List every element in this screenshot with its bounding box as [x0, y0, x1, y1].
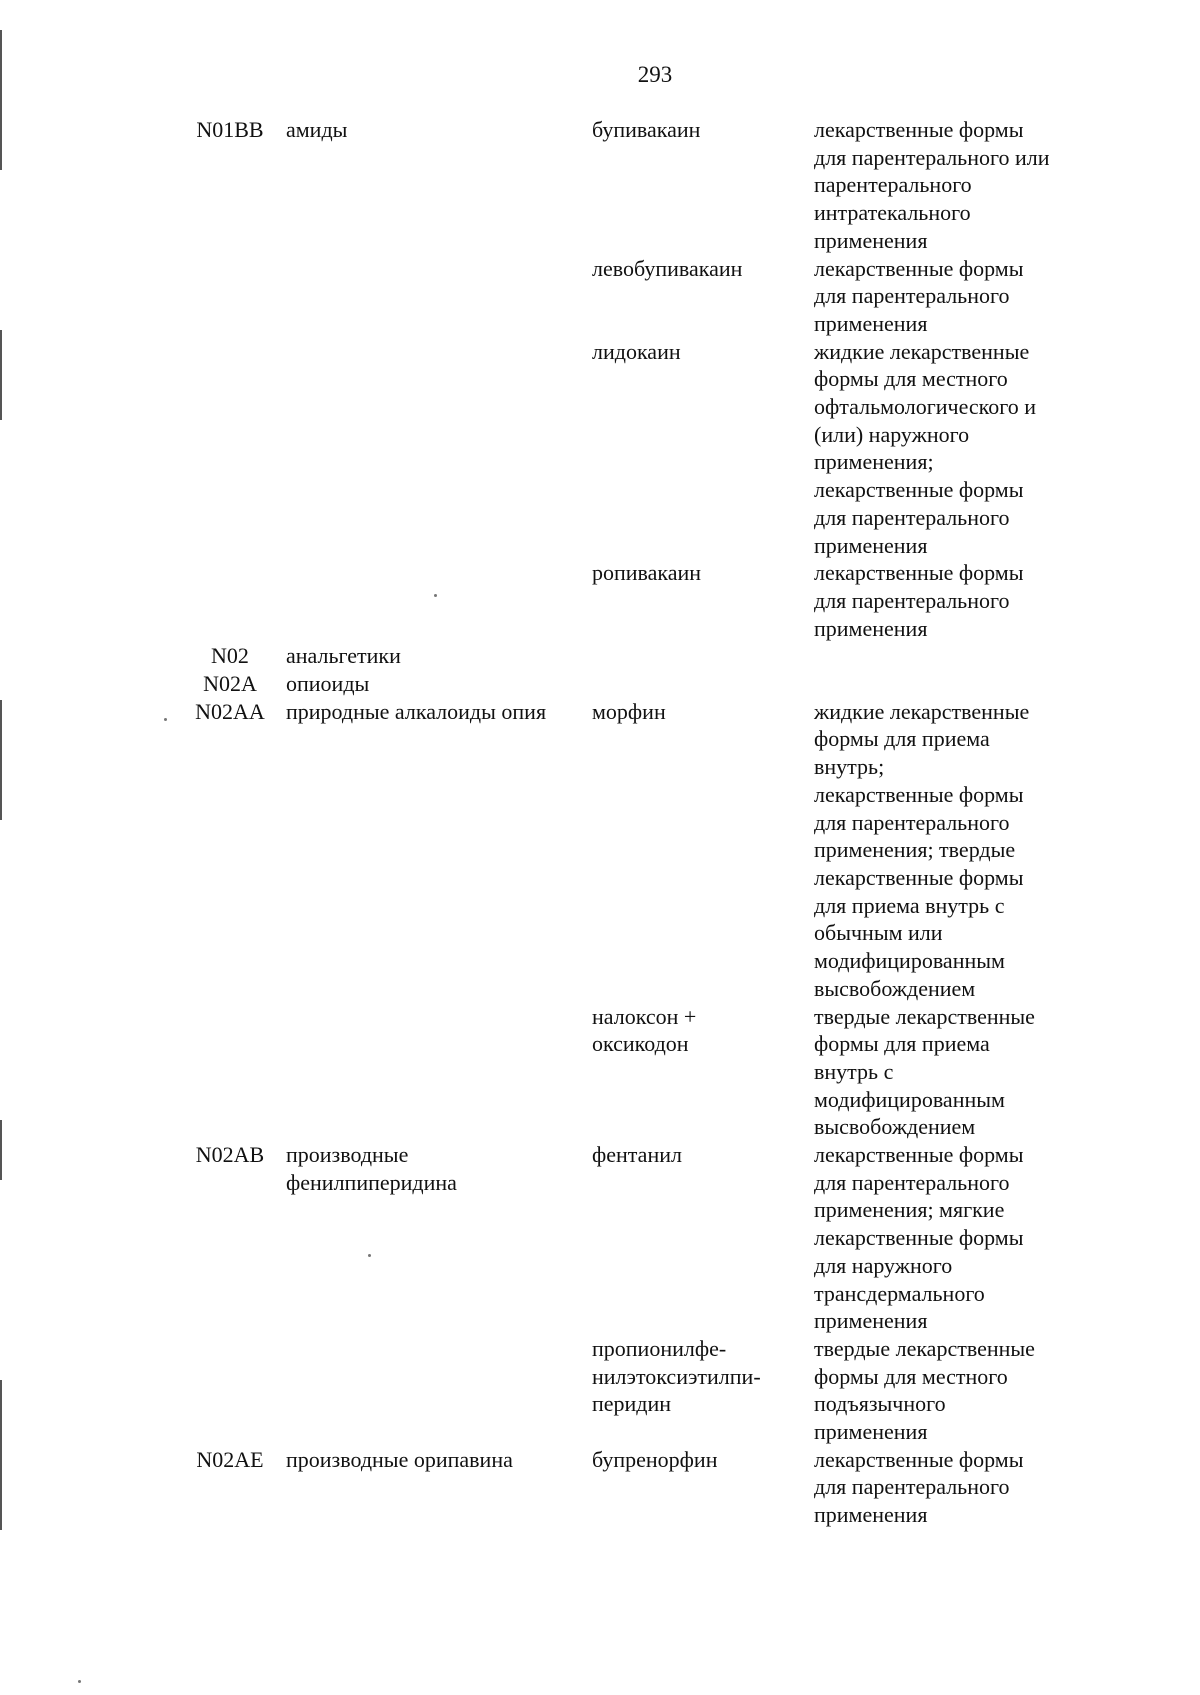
- dosage-form: твердые лекарственные формы для приема внутрь с модифицированным высвобождением: [814, 1003, 1035, 1140]
- scan-edge-line: [0, 30, 2, 170]
- group-name: производные фенилпиперидина: [286, 1142, 457, 1195]
- table-row: [180, 255, 1130, 338]
- group-name: анальгетики: [286, 643, 401, 669]
- drug-name: ропивакаин: [592, 560, 702, 586]
- drug-name: левобупивакаин: [592, 255, 743, 281]
- table-row: [180, 1446, 1130, 1529]
- drug-name: бупивакаин: [592, 117, 701, 142]
- dosage-form: лекарственные формы для парентерального применения; мягкие лекарственные формы для наружного трансдермального применения: [814, 1142, 1024, 1334]
- table-row: [180, 338, 1130, 560]
- dosage-form: твердые лекарственные формы для местного подъязычного применения: [814, 1335, 1035, 1445]
- table-row: [180, 642, 1130, 670]
- group-name: природные алкалоиды опия: [286, 698, 547, 724]
- table-row: [180, 670, 1130, 698]
- scan-speck: [164, 718, 167, 721]
- drug-name: налоксон + оксикодон: [592, 1003, 697, 1057]
- table-row: [180, 116, 1130, 255]
- atc-code: N01BB: [196, 117, 264, 142]
- dosage-form: лекарственные формы для парентерального применения: [814, 255, 1024, 336]
- table-row: [180, 698, 1130, 1003]
- drug-name: лидокаин: [592, 338, 681, 364]
- dosage-form: лекарственные формы для парентерального применения: [814, 560, 1024, 641]
- drug-name: бупренорфин: [592, 1446, 718, 1472]
- drug-name: фентанил: [592, 1142, 682, 1168]
- group-name: производные орипавина: [286, 1446, 513, 1472]
- dosage-form: жидкие лекарственные формы для приема внутрь; лекарственные формы для парентерального применения; твердые лекарственные формы для приема внутрь с обычным или модифицированным высвобождением: [814, 698, 1030, 1001]
- scan-edge-line: [0, 700, 2, 820]
- table-row: [180, 1141, 1130, 1335]
- table-row: [180, 559, 1130, 642]
- page-number: 293: [637, 62, 673, 87]
- atc-code: N02AB: [195, 1142, 265, 1168]
- atc-code: N02: [211, 643, 249, 669]
- scan-edge-line: [0, 1120, 2, 1180]
- group-name: опиоиды: [286, 671, 370, 697]
- group-name: амиды: [286, 117, 348, 142]
- dosage-form: лекарственные формы для парентерального применения: [814, 1446, 1024, 1528]
- drug-name: морфин: [592, 698, 666, 724]
- atc-code: N02AE: [196, 1446, 264, 1472]
- scan-edge-line: [0, 1380, 2, 1530]
- scan-speck: [78, 1680, 81, 1683]
- drug-table: [180, 116, 1130, 1529]
- dosage-form: лекарственные формы для парентерального или парентерального интратекального применения: [814, 117, 1050, 253]
- table-row: [180, 1335, 1130, 1446]
- scan-edge-line: [0, 330, 2, 420]
- table-row: [180, 1003, 1130, 1142]
- drug-name: пропионилфе- нилэтоксиэтилпи- перидин: [592, 1335, 761, 1417]
- atc-code: N02A: [203, 671, 257, 697]
- atc-code: N02AA: [195, 698, 265, 724]
- dosage-form: жидкие лекарственные формы для местного офтальмологического и (или) наружного применения; лекарственные формы для парентерального применения: [814, 338, 1036, 558]
